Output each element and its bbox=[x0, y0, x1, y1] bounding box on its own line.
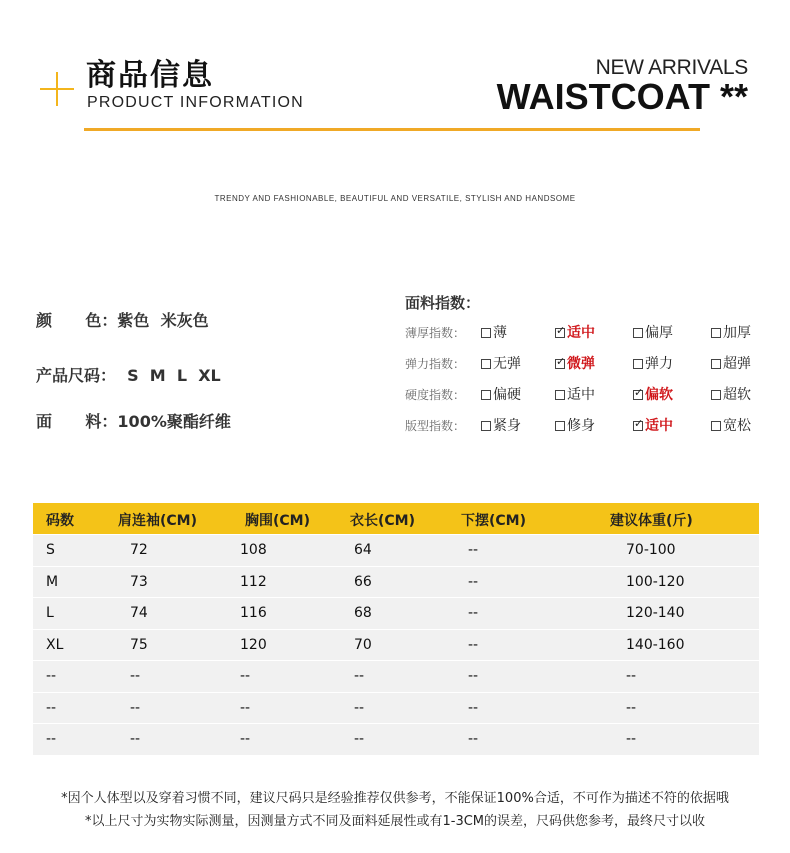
table-cell: -- bbox=[626, 668, 637, 684]
disclaimer-note-1: *因个人体型以及穿着习惯不同，建议尺码只是经验推荐仅供参考，不能保证100%合适，不可作为描述不符的依据哦 bbox=[61, 791, 729, 806]
checkbox-icon bbox=[633, 328, 643, 338]
table-header-cell: 下摆(CM) bbox=[461, 513, 527, 529]
plus-decoration-vertical bbox=[56, 72, 58, 106]
checkbox-icon bbox=[711, 390, 721, 400]
checkbox-icon bbox=[555, 421, 565, 431]
fabric-index-option-label: 适中 bbox=[567, 387, 595, 403]
table-cell: -- bbox=[46, 699, 57, 716]
fabric-index-option-label: 薄 bbox=[493, 325, 507, 341]
fabric-index-title: 面料指数： bbox=[405, 294, 481, 312]
table-row bbox=[33, 566, 759, 598]
table-cell: 73 bbox=[130, 573, 148, 590]
checked-box-icon bbox=[633, 390, 643, 400]
table-cell: XL bbox=[46, 636, 64, 653]
table-cell: -- bbox=[130, 731, 141, 747]
fabric-index-option bbox=[555, 353, 595, 373]
attribute-color: 颜 色：紫色 米灰色 bbox=[36, 311, 209, 330]
table-cell: 68 bbox=[354, 605, 372, 621]
fabric-index-option bbox=[711, 353, 751, 373]
attribute-size: 产品尺码： S M L XL bbox=[36, 366, 221, 385]
table-cell: 140-160 bbox=[626, 636, 685, 653]
fabric-index-option bbox=[481, 384, 521, 404]
fabric-index-option-label: 紧身 bbox=[493, 418, 521, 434]
fabric-index-row bbox=[405, 415, 775, 435]
table-cell: -- bbox=[46, 731, 57, 747]
table-cell: 74 bbox=[130, 605, 148, 621]
page-title: 商品信息 bbox=[86, 58, 214, 93]
table-cell: -- bbox=[130, 668, 141, 684]
checkbox-icon bbox=[481, 390, 491, 400]
fabric-index-option-label: 超软 bbox=[723, 387, 751, 403]
table-cell: S bbox=[46, 542, 55, 558]
table-header-cell: 建议体重(斤) bbox=[610, 513, 693, 529]
table-row bbox=[33, 660, 759, 692]
fabric-index-row bbox=[405, 384, 775, 404]
table-cell: 64 bbox=[354, 542, 372, 558]
checked-box-icon bbox=[555, 328, 565, 338]
fabric-index-option-label: 偏软 bbox=[645, 387, 673, 403]
table-header-cell: 码数 bbox=[46, 513, 74, 529]
fabric-index-option-label: 修身 bbox=[567, 418, 595, 434]
fabric-index-option-label: 无弹 bbox=[493, 356, 521, 372]
table-cell: 100-120 bbox=[626, 573, 685, 590]
table-header-row bbox=[33, 503, 759, 534]
table-cell: 108 bbox=[240, 542, 267, 558]
fabric-index-option bbox=[555, 322, 595, 342]
fabric-index-option-label: 弹力 bbox=[645, 356, 673, 372]
checkbox-icon bbox=[711, 328, 721, 338]
fabric-index-option bbox=[481, 322, 507, 342]
fabric-index-option bbox=[633, 322, 673, 342]
table-cell: 112 bbox=[240, 573, 267, 590]
attribute-fabric: 面 料：100%聚酯纤维 bbox=[36, 412, 231, 431]
checkbox-icon bbox=[633, 359, 643, 369]
table-cell: 116 bbox=[240, 605, 267, 621]
table-cell: -- bbox=[354, 699, 365, 716]
table-cell: -- bbox=[130, 699, 141, 716]
table-row bbox=[33, 723, 759, 755]
fabric-index-option-label: 超弹 bbox=[723, 356, 751, 372]
fabric-index-option bbox=[633, 353, 673, 373]
table-cell: -- bbox=[468, 573, 479, 590]
fabric-index-label: 硬度指数： bbox=[405, 388, 466, 402]
checkbox-icon bbox=[481, 328, 491, 338]
checkbox-icon bbox=[555, 390, 565, 400]
fabric-index-row bbox=[405, 353, 775, 373]
table-cell: 120 bbox=[240, 636, 267, 653]
fabric-index-option-label: 偏硬 bbox=[493, 387, 521, 403]
table-cell: -- bbox=[468, 731, 479, 747]
table-header-cell: 肩连袖(CM) bbox=[118, 513, 198, 529]
table-cell: -- bbox=[354, 731, 365, 747]
fabric-index-option-label: 加厚 bbox=[723, 325, 751, 341]
table-cell: -- bbox=[468, 542, 479, 558]
checkbox-icon bbox=[711, 359, 721, 369]
checkbox-icon bbox=[711, 421, 721, 431]
fabric-index-label: 版型指数： bbox=[405, 419, 466, 433]
table-cell: 66 bbox=[354, 573, 372, 590]
table-cell: 72 bbox=[130, 542, 148, 558]
fabric-index-option bbox=[633, 415, 673, 435]
disclaimer-note-2: *以上尺寸为实物实际测量，因测量方式不同及面料延展性或有1-3CM的误差，尺码供您参考，最终尺寸以收 bbox=[84, 814, 706, 829]
fabric-index-row bbox=[405, 322, 775, 342]
table-cell: -- bbox=[354, 668, 365, 684]
product-type-heading: WAISTCOAT ** bbox=[496, 76, 748, 117]
table-cell: -- bbox=[468, 605, 479, 621]
size-table bbox=[33, 503, 759, 755]
table-cell: -- bbox=[240, 731, 251, 747]
table-row bbox=[33, 597, 759, 629]
table-header-cell: 衣长(CM) bbox=[350, 513, 416, 529]
tagline: TRENDY AND FASHIONABLE, BEAUTIFUL AND VERSATILE, STYLISH AND HANDSOME bbox=[214, 194, 576, 203]
fabric-index-option bbox=[555, 384, 595, 404]
table-cell: -- bbox=[46, 668, 57, 684]
fabric-index-option bbox=[633, 384, 673, 404]
fabric-index-option-label: 适中 bbox=[567, 325, 595, 341]
table-cell: 70-100 bbox=[626, 542, 676, 558]
table-cell: M bbox=[46, 573, 59, 590]
fabric-index-option bbox=[481, 353, 521, 373]
table-cell: 75 bbox=[130, 636, 148, 653]
fabric-index-option bbox=[555, 415, 595, 435]
fabric-index-option bbox=[711, 415, 751, 435]
table-row bbox=[33, 692, 759, 724]
checked-box-icon bbox=[633, 421, 643, 431]
table-cell: -- bbox=[240, 699, 251, 716]
table-cell: -- bbox=[468, 636, 479, 653]
table-cell: 70 bbox=[354, 636, 372, 653]
table-header-cell: 胸围(CM) bbox=[245, 513, 311, 529]
checked-box-icon bbox=[555, 359, 565, 369]
table-cell: L bbox=[46, 605, 54, 621]
fabric-index-option bbox=[711, 322, 751, 342]
fabric-index-option-label: 偏厚 bbox=[645, 325, 673, 341]
table-cell: 120-140 bbox=[626, 605, 685, 621]
checkbox-icon bbox=[481, 359, 491, 369]
table-cell: -- bbox=[626, 699, 637, 716]
table-row bbox=[33, 629, 759, 661]
table-row bbox=[33, 534, 759, 566]
table-cell: -- bbox=[626, 731, 637, 747]
fabric-index-option-label: 适中 bbox=[645, 418, 673, 434]
fabric-index-option-label: 宽松 bbox=[723, 418, 751, 434]
fabric-index-option bbox=[711, 384, 751, 404]
fabric-index-option bbox=[481, 415, 521, 435]
fabric-index-option-label: 微弹 bbox=[567, 356, 595, 372]
table-cell: -- bbox=[468, 668, 479, 684]
checkbox-icon bbox=[481, 421, 491, 431]
table-cell: -- bbox=[240, 668, 251, 684]
header-divider bbox=[84, 128, 700, 131]
table-cell: -- bbox=[468, 699, 479, 716]
new-arrivals-label: NEW ARRIVALS bbox=[595, 56, 748, 79]
fabric-index-label: 弹力指数： bbox=[405, 357, 466, 371]
fabric-index-label: 薄厚指数： bbox=[405, 326, 466, 340]
page-subtitle: PRODUCT INFORMATION bbox=[87, 94, 304, 111]
